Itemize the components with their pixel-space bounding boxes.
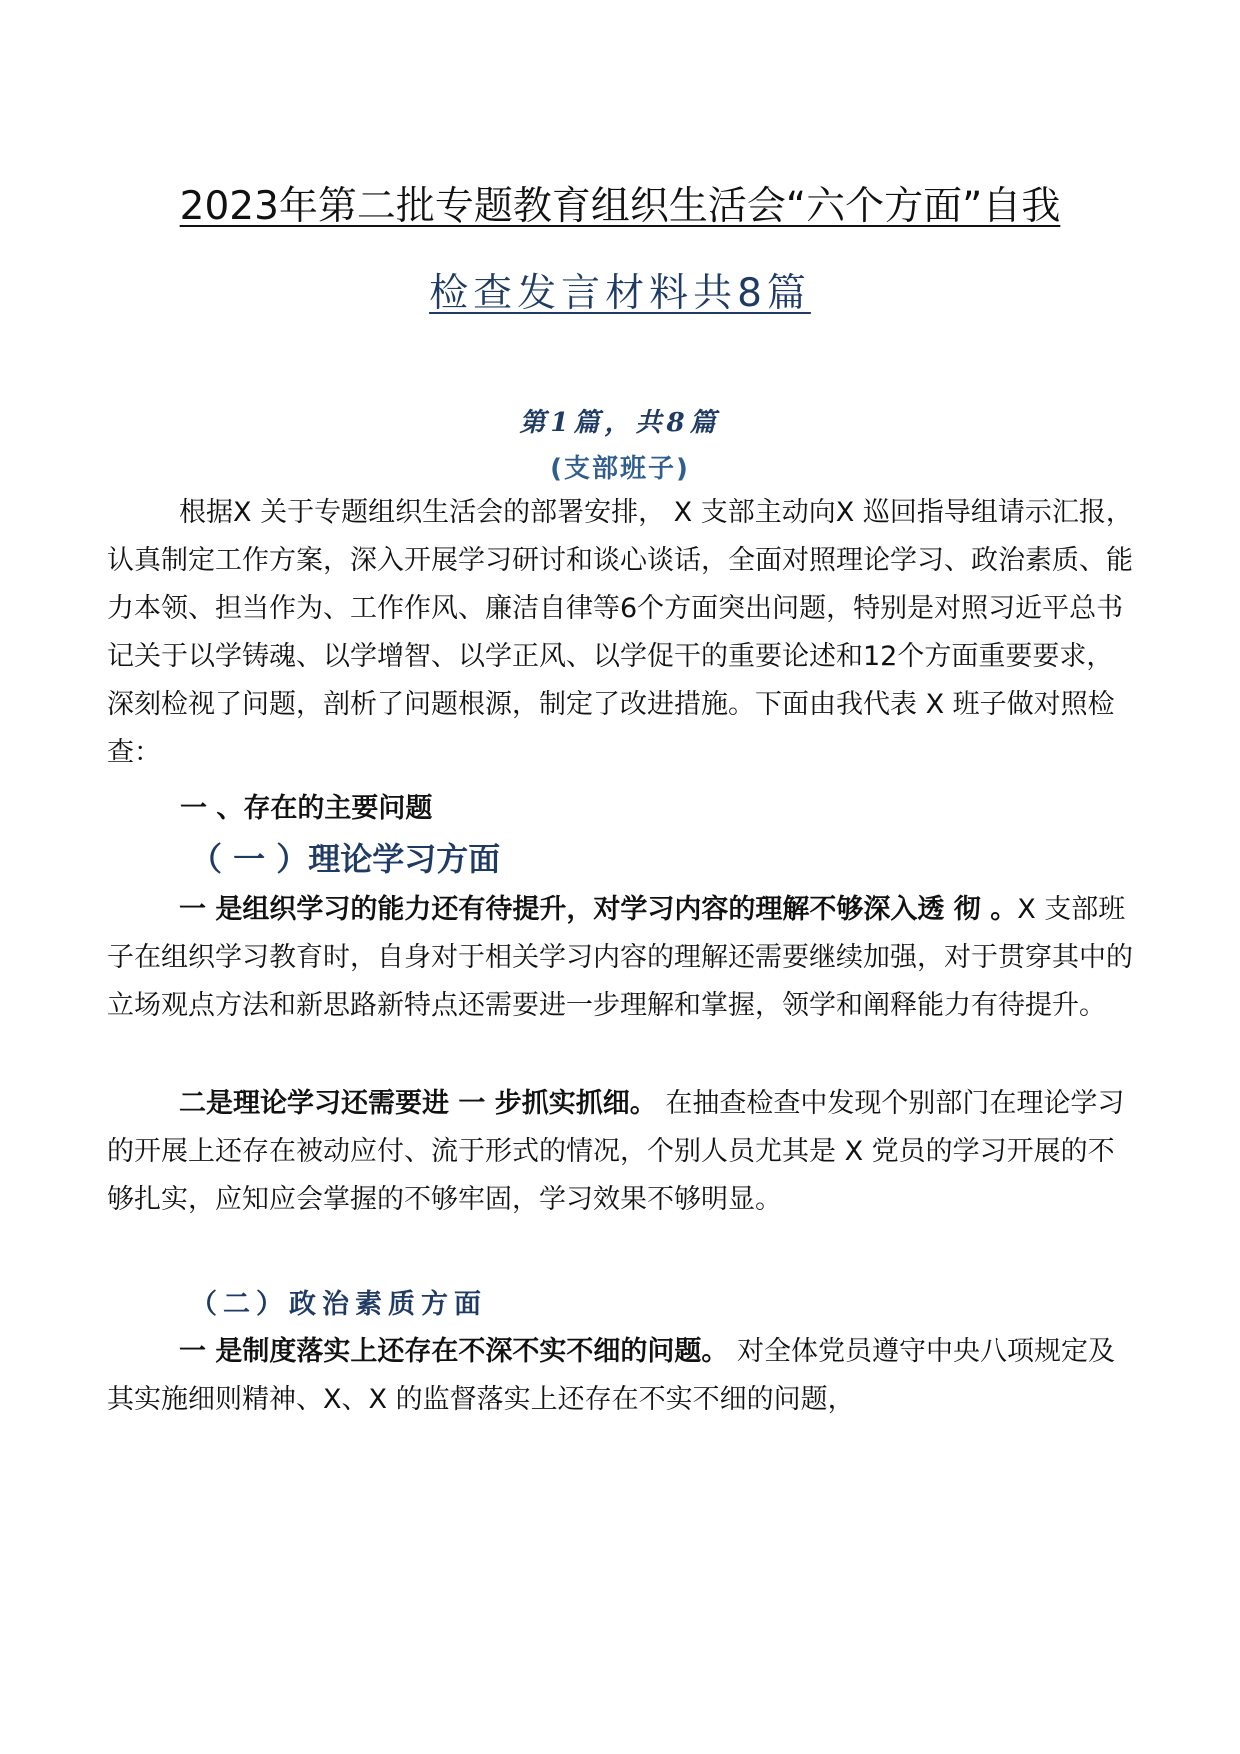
political-item-1-lead: 一 是制度落实上还存在不深不实不细的问题。 bbox=[179, 1336, 729, 1367]
piece-label: 第1篇，共8篇 bbox=[519, 408, 721, 438]
subsection-heading-political-quality: （二）政治素质方面 bbox=[190, 1289, 487, 1320]
theory-item-2-lead: 二是理论学习还需要进 一 步抓实抓细。 bbox=[179, 1088, 657, 1119]
section-heading-main-problems: 一 、存在的主要问题 bbox=[180, 793, 433, 824]
intro-paragraph: 根据X 关于专题组织生活会的部署安排， X 支部主动向X 巡回指导组请示汇报，认真制定工作方案，深入开展学习研讨和谈心谈话，全面对照理论学习、政治素质、能力本领、担当作为、工作作风、廉洁自律等6个方面突出问题，特别是对照习近平总书记关于以学铸魂、以学增智、以学正风、以学促干的重要论述和12个方面重要要求，深刻检视了问题，剖析了问题根源，制定了改进措施。下面由我代表 X 班子做对照检查： bbox=[107, 497, 1133, 768]
document-title-line-1: 2023年第二批专题教育组织生活会“六个方面”自我 bbox=[179, 184, 1061, 229]
theory-item-1-lead: 一 是组织学习的能力还有待提升，对学习内容的理解不够深入透 彻 。 bbox=[179, 894, 1018, 925]
theory-item-2-text: 在抽查检查中发现个别部门在理论学习的开展上还存在被动应付、流于形式的情况，个别人员尤其是 X 党员的学习开展的不够扎实，应知应会掌握的不够牢固，学习效果不够明显。 bbox=[107, 1088, 1125, 1215]
unit-label: (支部班子) bbox=[550, 454, 690, 484]
theory-item-1-text: X 支部班子在组织学习教育时，自身对于相关学习内容的理解还需要继续加强，对于贯穿其中的立场观点方法和新思路新特点还需要进一步理解和掌握，领学和阐释能力有待提升。 bbox=[107, 894, 1133, 1021]
political-item-1-paragraph bbox=[107, 1328, 1137, 1424]
subsection-heading-theory-study: （ 一 ）理论学习方面 bbox=[190, 840, 501, 878]
document-title-line-2: 检查发言材料共8篇 bbox=[429, 271, 811, 316]
theory-item-1-paragraph bbox=[107, 886, 1137, 1030]
theory-item-2-paragraph bbox=[107, 1080, 1137, 1224]
political-item-1-text: 对全体党员遵守中央八项规定及其实施细则精神、X、X 的监督落实上还存在不实不细的问题， bbox=[107, 1336, 1115, 1415]
